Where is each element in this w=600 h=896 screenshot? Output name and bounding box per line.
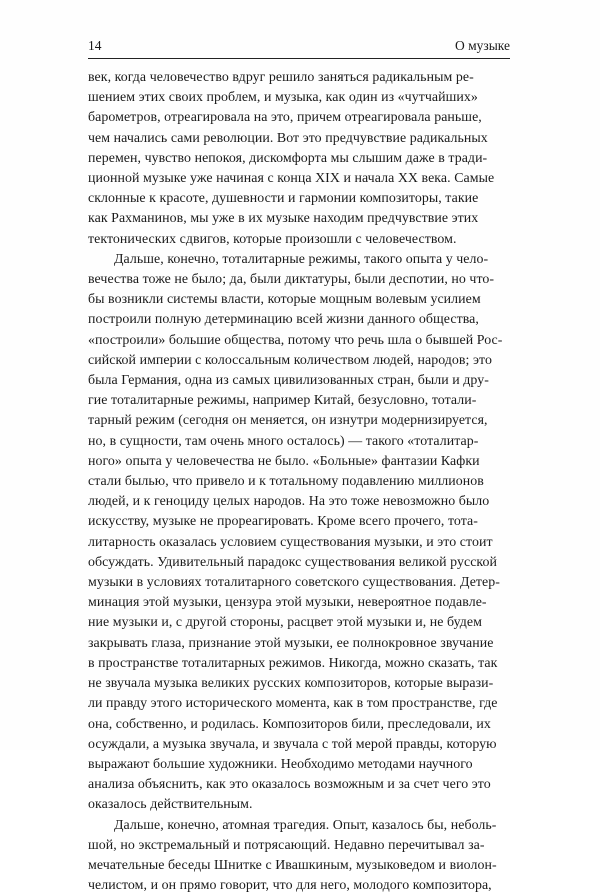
paragraph-3: Дальше, конечно, атомная трагедия. Опыт, казалось бы, неболь- шой, но экстремальный и потрясающий. Недавно перечитывал за- мечательные беседы Шнитке с Ивашкиным, музыковедом и виолон- челистом, и он прямо говорит, что для него, молодого композитора, [88,817,497,894]
paragraph-2: Дальше, конечно, тоталитарные режимы, такого опыта у чело- вечества тоже не было; да, были диктатуры, были деспотии, но что- бы возникли системы власти, которые мощным волевым усилием построили полную детерминацию всей жизни данного общества, «построили» большие общества, потому что речь шла о бывшей Рос- сийской империи с колоссальным количеством людей, народов; это была Германия, одна из самых цивилизованных стран, были и дру- гие тоталитарные режимы, например Китай, безусловно, тотали- тарный режим (сегодня он меняется, он изнутри модернизируется, но, в сущности, там очень много осталось) — такого «тоталитар- ного» опыта у человечества не было. «Больные» фантазии Кафки стали былью, что привело и к тотальному подавлению миллионов людей, и к геноциду целых народов. На это тоже невозможно было искусству, музыке не прореагировать. Кроме всего прочего, тота- литарность оказалась условием существования музыки, и это стоит обсуждать. Удивительный парадокс существования великой русской музыки в условиях тоталитарного советского существования. Детер- минация этой музыки, цензура этой музыки, невероятное подавле- ние музыки и, с другой стороны, расцвет этой музыки и, не будем закрывать глаза, признание этой музыки, ее полнокровное звучание в пространстве тоталитарных режимов. Никогда, можно сказать, так не звучала музыка великих русских композиторов, которые вырази- ли правду этого исторического момента, как в том пространстве, где она, собственно, и родилась. Композиторов били, преследовали, их осуждали, а музыка звучала, и звучала с той мерой правды, которую выражают большие художники. Необходимо методами научного анализа объяснить, как это оказалось возможным и за счет чего это оказалось действительным. [88,251,503,813]
page-header [88,37,510,55]
page-number: 14 [88,38,102,53]
header-rule [88,58,510,59]
body-text [88,68,510,896]
running-title: О музыке [454,38,510,53]
paragraph-1: век, когда человечество вдруг решило заняться радикальным ре- шением этих своих проблем, и музыка, как один из «чутчайших» барометров, отреагировала на это, причем отреагировала раньше, чем начались сами революции. Вот это предчувствие радикальных перемен, чувство непокоя, дискомфорта мы слышим даже в тради- ционной музыке уже начиная с конца XIX и начала XX века. Самые склонные к красоте, душевности и гармонии композиторы, такие как Рахманинов, мы уже в их музыке находим предчувствие этих тектонических сдвигов, которые произошли с человечеством. [88,70,495,247]
